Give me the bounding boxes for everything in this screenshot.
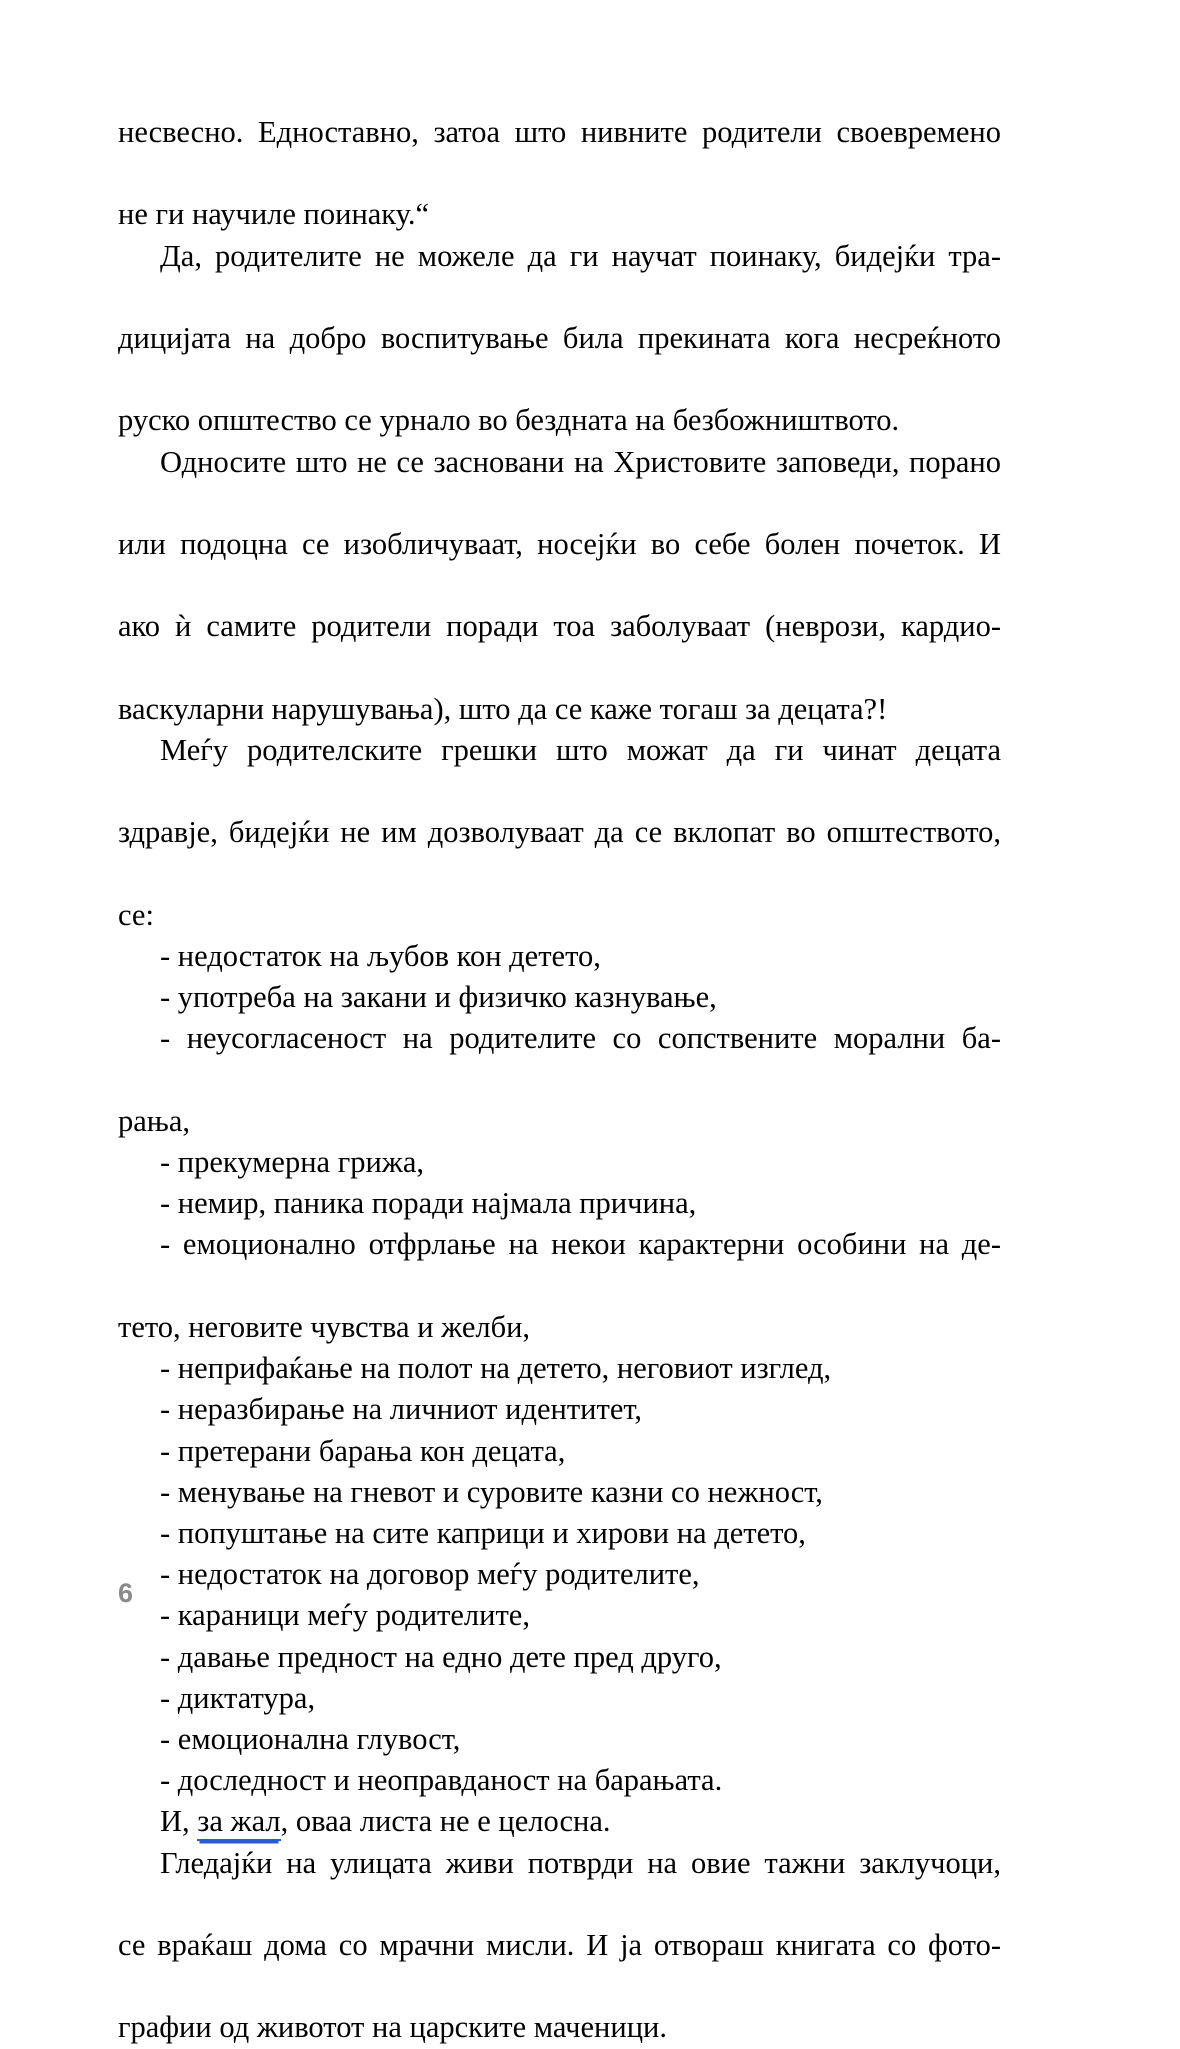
text-line: не ги научиле поинаку.“ [118,197,430,232]
list-item [118,1637,1001,1678]
list-item-text: - неразбирање на личниот идентитет, [160,1392,643,1427]
paragraph-gledajkji [118,1843,1001,2049]
paragraph-megju-roditelskite [118,730,1001,936]
list-item [118,1348,1001,1389]
list-item-text: рања, [118,1103,191,1138]
text-line: несвесно. Едноставно, затоа што нивните родители своевремено [118,115,1001,149]
paragraph-da-roditelite [118,236,1001,442]
list-item [118,1183,1001,1224]
list-item-text: - недостаток на договор меѓу родителите, [160,1557,700,1592]
text-line: Меѓу родителските грешки што можат да ги чинат децата [160,733,1001,768]
list-item [118,977,1001,1018]
text-line: се враќаш дома со мрачни мисли. И ја отвораш книгата со фото- [118,1927,1001,1962]
list-item-text: - неприфаќање на полот на детето, неговиот изглед, [160,1351,832,1386]
list-item-text: - попуштање на сите каприци и хирови на детето, [160,1515,806,1550]
list-item [118,1431,1001,1472]
text-line: дицијата на добро воспитување била прекината кога несреќното [118,321,1001,356]
list-item-text: - неусогласеност на родителите со сопствените морални ба- [160,1021,1001,1056]
text-line: графии од животот на царските маченици. [118,2010,667,2045]
list-item-text: - емоционално отфрлање на некои карактерни особини на де- [160,1227,1001,1262]
text-line: васкуларни нарушувања), што да се каже тогаш за децата?! [118,691,888,726]
list-item [118,1595,1001,1636]
list-item-text: - диктатура, [160,1680,316,1715]
closing-suffix: , оваа листа не е целосна. [280,1804,611,1839]
list-item-text: - претерани барања кон децата, [160,1433,566,1468]
text-line: руско општество се урнало во бездната на безбожништвото. [118,403,900,438]
text-line: или подоцна се изобличуваат, носејќи во себе болен почеток. И [118,527,1001,562]
list-item-text: - употреба на закани и физичко казнување, [160,980,717,1015]
list-item-text: - караници меѓу родителите, [160,1598,530,1633]
page-number: 6 [118,1578,134,1608]
list-item-text: - прекумерна грижа, [160,1145,425,1180]
paragraph-odnosite [118,442,1001,730]
list-item [118,1760,1001,1801]
text-line: ако ѝ самите родители поради тоа заболуваат (неврози, кардио- [118,609,1001,644]
list-item [118,1018,1001,1142]
list-item [118,1554,1001,1595]
list-item [118,936,1001,977]
text-line: Гледајќи на улицата живи потврди на овие тажни заклучоци, [160,1845,1001,1880]
list-item [118,1513,1001,1554]
list-item-text: - давање предност на едно дете пред друго, [160,1639,722,1674]
list-item-text: тето, неговите чувства и желби, [118,1309,531,1344]
list-item-text: - немир, паника поради најмала причина, [160,1186,697,1221]
list-item [118,1389,1001,1430]
closing-line-incomplete-list [118,1801,1001,1842]
list-item-text: - недостаток на љубов кон детето, [160,939,601,974]
list-item [118,1472,1001,1513]
list-item-text: - емоционална глувост, [160,1721,461,1756]
list-item [118,1142,1001,1183]
list-item [118,1224,1001,1348]
text-line: се: [118,897,154,932]
list-item [118,1719,1001,1760]
list-item-text: - менување на гневот и суровите казни со нежност, [160,1474,823,1509]
text-line: Односите што не се засновани на Христовите заповеди, порано [160,444,1001,479]
list-item-text: - доследност и неоправданост на барањата. [160,1763,723,1798]
grammar-flagged-phrase[interactable]: за жал [197,1804,280,1841]
text-line: здравје, бидејќи не им дозволуваат да се вклопат во општеството, [118,815,1001,850]
list-item [118,1678,1001,1719]
paragraph-continuation [118,112,1001,236]
text-line: Да, родителите не можеле да ги научат поинаку, бидејќи тра- [160,238,1001,273]
page-text-body [118,112,1001,2049]
closing-prefix: И, [160,1804,198,1839]
